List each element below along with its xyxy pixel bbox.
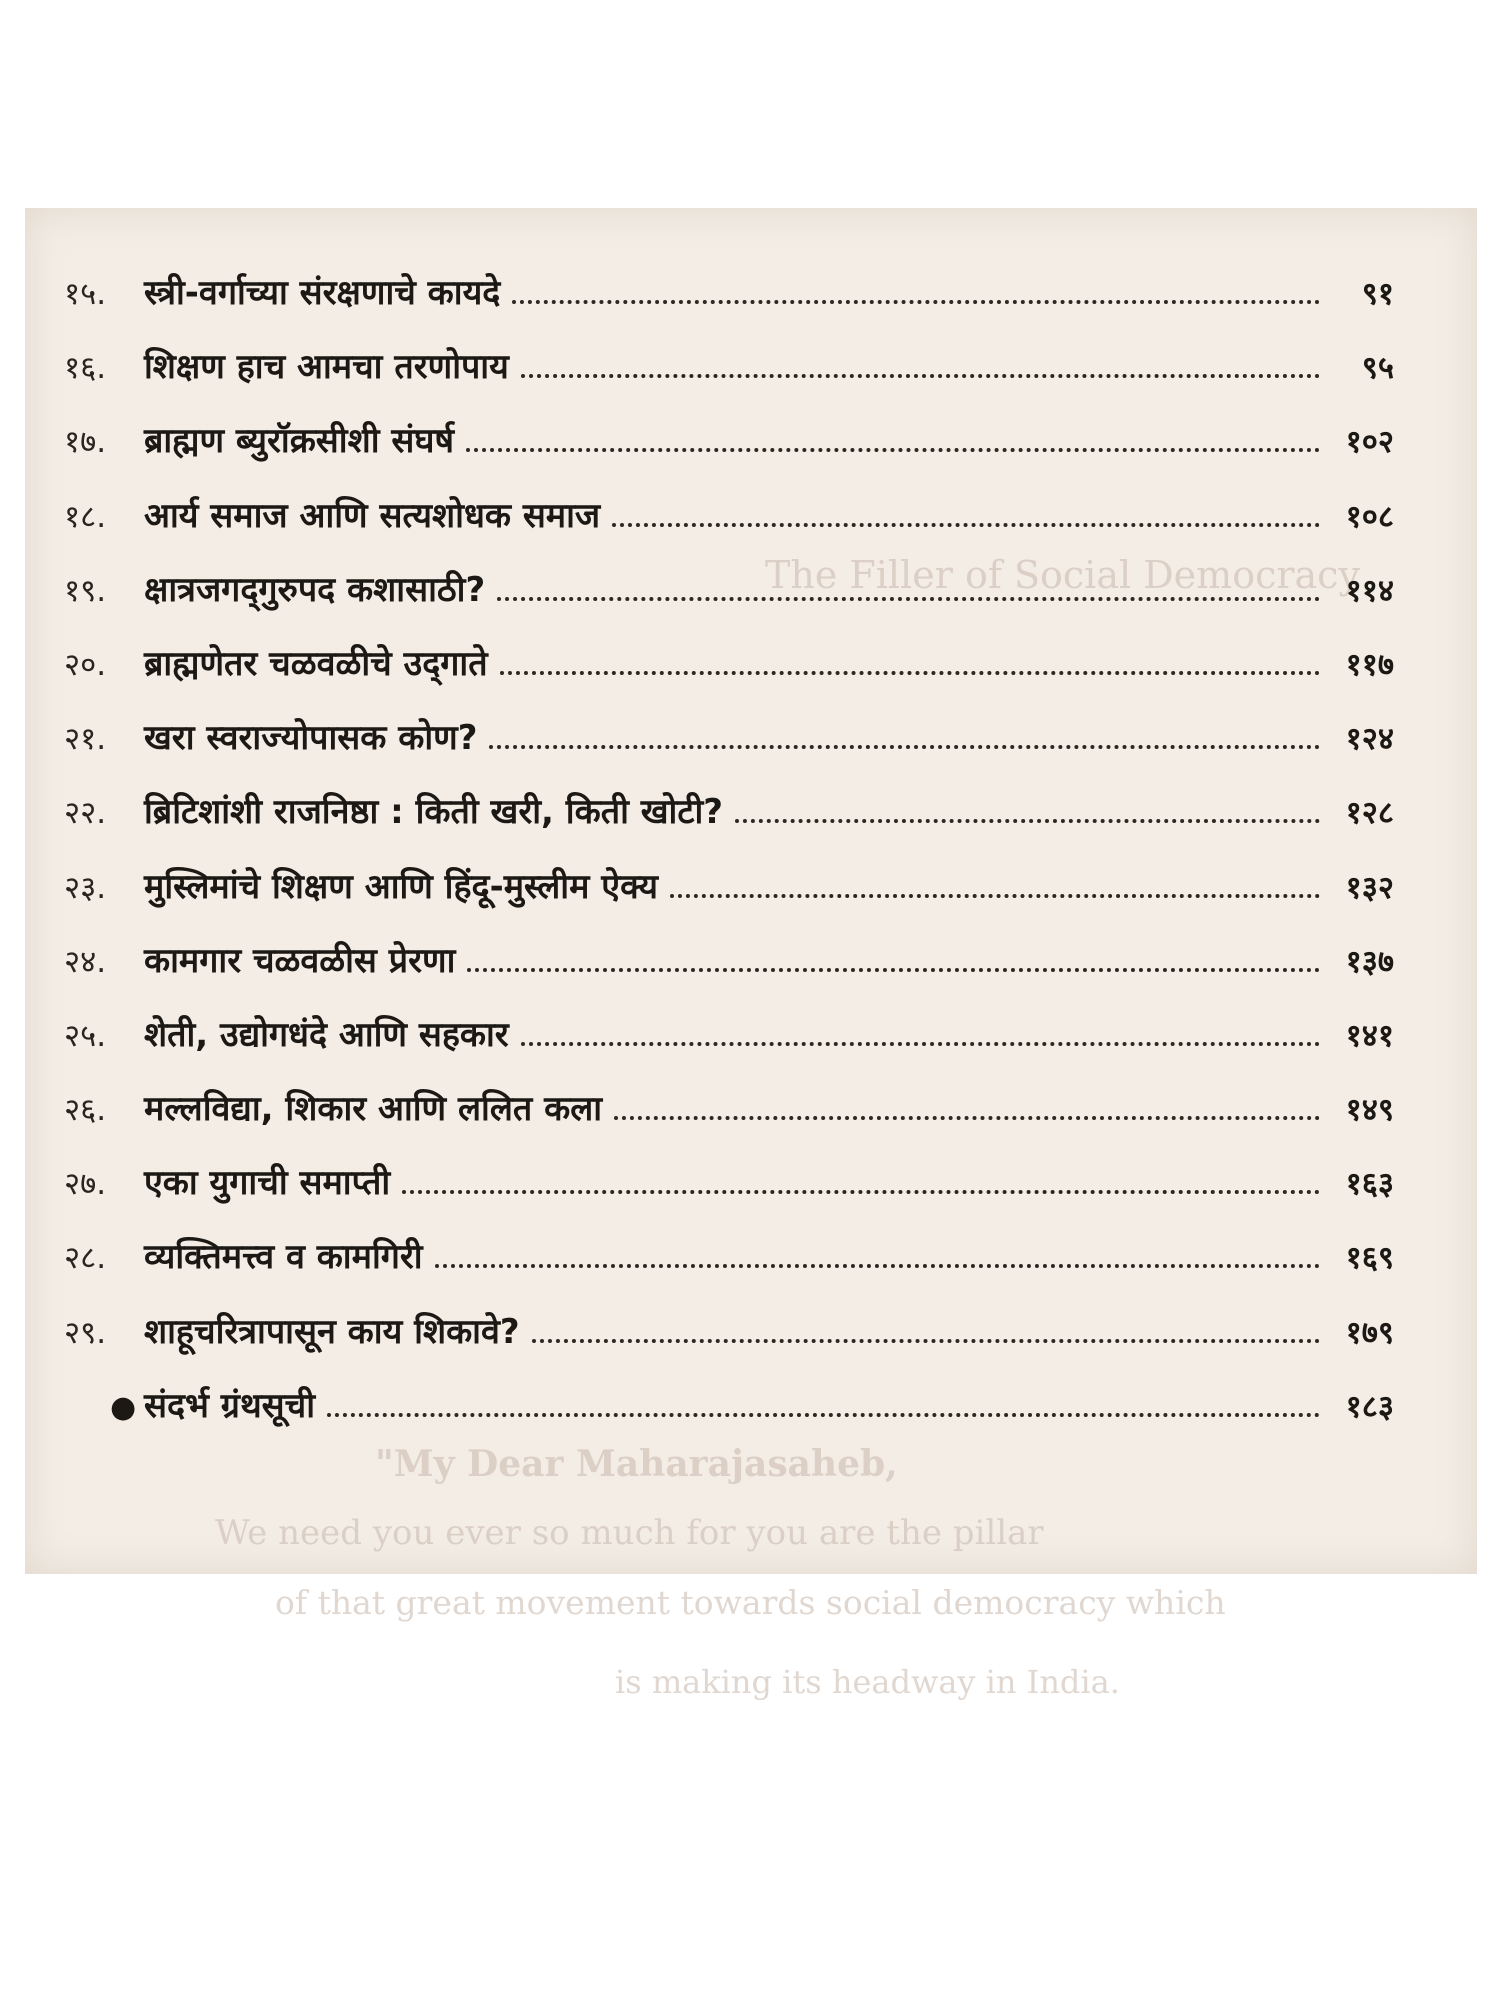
toc-entry: [64, 491, 1394, 565]
dot-leader: [497, 597, 1320, 601]
dot-leader: [612, 523, 1320, 527]
page-number: १६३: [1345, 1166, 1394, 1203]
toc-entry: [64, 1158, 1394, 1232]
chapter-number: १६.: [64, 350, 107, 387]
dot-leader: [500, 671, 1320, 675]
chapter-number: २२.: [64, 795, 107, 832]
toc-entry-bibliography: [64, 1381, 1394, 1455]
toc-entry: [64, 1232, 1394, 1306]
chapter-title: एका युगाची समाप्ती: [144, 1163, 391, 1204]
chapter-title: शाहूचरित्रापासून काय शिकावे?: [144, 1311, 520, 1352]
chapter-number: २६.: [64, 1092, 107, 1129]
toc-entry: [64, 936, 1394, 1010]
page-number: ११७: [1345, 646, 1394, 683]
chapter-title: मुस्लिमांचे शिक्षण आणि हिंदू-मुस्लीम ऐक्य: [144, 866, 658, 907]
dot-leader: [670, 894, 1320, 898]
chapter-number: २४.: [64, 943, 107, 980]
page-number: ९१: [1361, 276, 1394, 312]
chapter-title: क्षात्रजगद्‌गुरुपद कशासाठी?: [144, 569, 486, 610]
chapter-number: २३.: [64, 869, 107, 906]
toc-entry: [64, 268, 1394, 342]
chapter-title: आर्य समाज आणि सत्यशोधक समाज: [144, 495, 601, 536]
chapter-title: ब्रिटिशांशी राजनिष्ठा : किती खरी, किती खोटी?: [144, 792, 724, 833]
dot-leader: [521, 374, 1320, 378]
toc-entry: [64, 416, 1394, 490]
toc-entry: [64, 1307, 1394, 1381]
table-of-contents: [64, 268, 1394, 1455]
bleed-through-text: is making its headway in India.: [615, 1663, 1120, 1701]
page-number: १३७: [1345, 943, 1394, 980]
toc-entry: [64, 565, 1394, 639]
page-number: १३२: [1345, 869, 1394, 906]
page-number: ९५: [1361, 350, 1394, 387]
chapter-number: २५.: [64, 1017, 107, 1054]
toc-entry: [64, 713, 1394, 787]
page-number: ११४: [1345, 572, 1394, 609]
page-number: १७९: [1345, 1314, 1394, 1351]
dot-leader: [521, 1042, 1320, 1046]
toc-entry: [64, 862, 1394, 936]
bleed-through-text: We need you ever so much for you are the pillar: [215, 1513, 1044, 1553]
chapter-number: २१.: [64, 721, 107, 758]
chapter-title: कामगार चळवळीस प्रेरणा: [144, 940, 456, 981]
page-number: १६९: [1345, 1240, 1394, 1277]
dot-leader: [614, 1116, 1320, 1120]
bleed-through-text: of that great movement towards social democracy which: [275, 1583, 1226, 1622]
chapter-title: खरा स्वराज्योपासक कोण?: [144, 718, 478, 759]
dot-leader: [327, 1413, 1320, 1417]
toc-entry: [64, 639, 1394, 713]
chapter-number: १५.: [64, 276, 107, 312]
chapter-title: शेती, उद्योगधंदे आणि सहकार: [144, 1014, 509, 1055]
page-number: १८३: [1345, 1388, 1394, 1425]
dot-leader: [467, 968, 1320, 972]
toc-entry: [64, 342, 1394, 416]
page-number: १४१: [1345, 1017, 1394, 1054]
dot-leader: [466, 448, 1320, 452]
page-number: १०८: [1345, 498, 1394, 535]
toc-entry: [64, 1010, 1394, 1084]
chapter-number: २७.: [64, 1166, 107, 1203]
chapter-title: मल्लविद्या, शिकार आणि ललित कला: [144, 1089, 603, 1130]
chapter-number: १९.: [64, 572, 107, 609]
bibliography-title: संदर्भ ग्रंथसूची: [144, 1385, 316, 1426]
chapter-title: ब्राह्मणेतर चळवळीचे उद्‌गाते: [144, 643, 488, 684]
dot-leader: [735, 819, 1320, 823]
chapter-number: २९.: [64, 1314, 107, 1351]
dot-leader: [435, 1264, 1320, 1268]
toc-entry: [64, 1084, 1394, 1158]
dot-leader: [489, 745, 1320, 749]
chapter-number: २०.: [64, 646, 107, 683]
chapter-number: १७.: [64, 424, 107, 461]
chapter-title: ब्राह्मण ब्युरॉक्रसीशी संघर्ष: [144, 421, 455, 462]
chapter-number: १८.: [64, 498, 107, 535]
page-number: १०२: [1345, 424, 1394, 461]
chapter-number: २८.: [64, 1240, 107, 1277]
page-number: १२४: [1345, 721, 1394, 758]
bullet-icon: ●: [110, 1389, 137, 1425]
chapter-title: शिक्षण हाच आमचा तरणोपाय: [144, 347, 509, 388]
chapter-title: व्यक्तिमत्त्व व कामगिरी: [144, 1237, 423, 1278]
dot-leader: [532, 1339, 1320, 1343]
dot-leader: [402, 1190, 1320, 1194]
chapter-title: स्त्री-वर्गाच्या संरक्षणाचे कायदे: [144, 273, 501, 313]
page-number: १४९: [1345, 1092, 1394, 1129]
page-number: १२८: [1345, 795, 1394, 832]
bleed-through-text: The Filler of Social Democracy: [765, 553, 1360, 597]
toc-entry: [64, 787, 1394, 861]
dot-leader: [512, 300, 1320, 304]
bleed-through-text: "My Dear Maharajasaheb,: [375, 1443, 898, 1485]
